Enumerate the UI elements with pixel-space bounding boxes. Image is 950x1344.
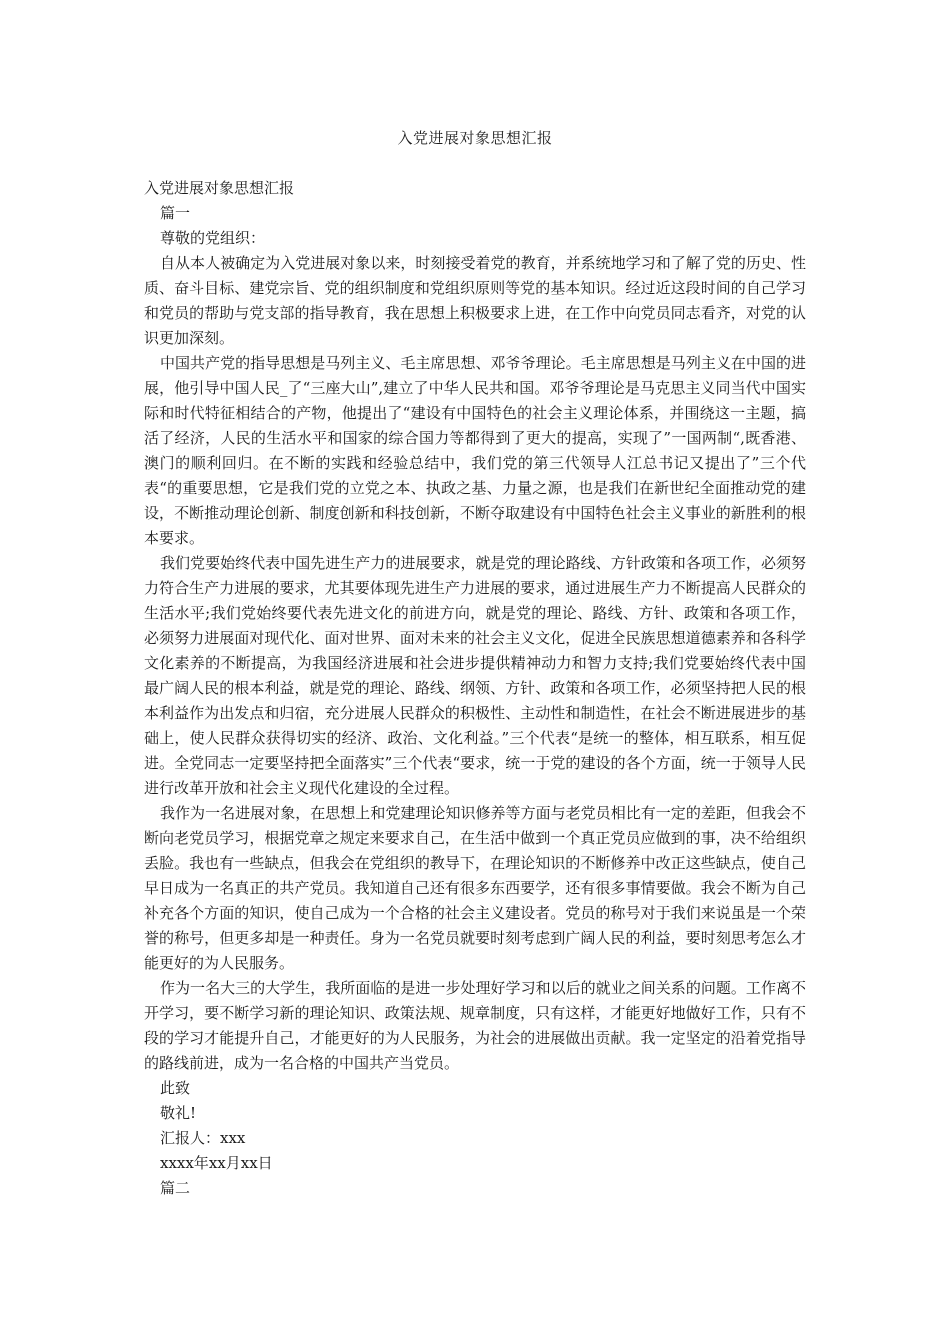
section-label-2: 篇二 — [160, 1179, 191, 1197]
document-body — [144, 176, 806, 1201]
salutation: 尊敬的党组织： — [160, 229, 266, 247]
paragraph-3: 我们党要始终代表中国先进生产力的进展要求，就是党的理论路线、方针政策和各项工作，必须努力符合生产力进展的要求，尤其要体现先进生产力进展的要求，通过进展生产力不断提高人民群众的生活水平;我们党始终要代表先进文化的前进方向，就是党的理论、路线、方针、政策和各项工作，必须努力进展面对现代化、面对世界、面对未来的社会主义文化，促进全民族思想道德素养和各科学文化素养的不断提高，为我国经济进展和社会进步提供精神动力和智力支持;我们党要始终代表中国最广阔人民的根本利益，就是党的理论、路线、纲领、方针、政策和各项工作，必须坚持把人民的根本利益作为出发点和归宿，充分进展人民群众的积极性、主动性和制造性，在社会不断进展进步的基础上，使人民群众获得切实的经济、政治、文化利益。”三个代表“是统一的整体，相互联系，相互促进。全党同志一定要坚持把全面落实”三个代表“要求，统一于党的建设的各个方面，统一于领导人民进行改革开放和社会主义现代化建设的全过程。 — [144, 554, 806, 797]
section-label-1: 篇一 — [160, 204, 191, 222]
paragraph-2: 中国共产党的指导思想是马列主义、毛主席思想、邓爷爷理论。毛主席思想是马列主义在中国的进展，他引导中国人民_了“三座大山”,建立了中华人民共和国。邓爷爷理论是马克思主义同当代中国实际和时代特征相结合的产物，他提出了“建设有中国特色的社会主义理论体系，并围绕这一主题，搞活了经济，人民的生活水平和国家的综合国力等都得到了更大的提高，实现了”一国两制“,既香港、澳门的顺利回归。在不断的实践和经验总结中，我们党的第三代领导人江总书记又提出了”三个代表“的重要思想，它是我们党的立党之本、执政之基、力量之源，也是我们在新世纪全面推动党的建设，不断推动理论创新、制度创新和科技创新，不断夺取建设有中国特色社会主义事业的新胜利的根本要求。 — [144, 354, 806, 547]
document-subtitle: 入党进展对象思想汇报 — [144, 179, 295, 197]
closing-line-1: 此致 — [160, 1079, 191, 1097]
closing-line-2: 敬礼! — [160, 1104, 197, 1122]
document-title: 入党进展对象思想汇报 — [397, 129, 553, 147]
reporter-line: 汇报人：xxx — [160, 1129, 246, 1147]
paragraph-4: 我作为一名进展对象，在思想上和党建理论知识修养等方面与老党员相比有一定的差距，但我会不断向老党员学习，根据党章之规定来要求自己，在生活中做到一个真正党员应做到的事，决不给组织丢脸。我也有一些缺点，但我会在党组织的教导下，在理论知识的不断修养中改正这些缺点，使自己早日成为一名真正的共产党员。我知道自己还有很多东西要学，还有很多事情要做。我会不断为自己补充各个方面的知识，使自己成为一个合格的社会主义建设者。党员的称号对于我们来说虽是一个荣誉的称号，但更多却是一种责任。身为一名党员就要时刻考虑到广阔人民的利益，要时刻思考怎么才能更好的为人民服务。 — [144, 804, 806, 972]
paragraph-1: 自从本人被确定为入党进展对象以来，时刻接受着党的教育，并系统地学习和了解了党的历史、性质、奋斗目标、建党宗旨、党的组织制度和党组织原则等党的基本知识。经过近这段时间的自己学习和党员的帮助与党支部的指导教育，我在思想上积极要求上进，在工作中向党员同志看齐，对党的认识更加深刻。 — [144, 254, 806, 347]
paragraph-5: 作为一名大三的大学生，我所面临的是进一步处理好学习和以后的就业之间关系的问题。工作离不开学习，要不断学习新的理论知识、政策法规、规章制度，只有这样，才能更好地做好工作，只有不段的学习才能提升自己，才能更好的为人民服务，为社会的进展做出贡献。我一定坚定的沿着党指导的路线前进，成为一名合格的中国共产当党员。 — [144, 979, 806, 1072]
date-line: xxxx年xx月xx日 — [160, 1154, 273, 1172]
